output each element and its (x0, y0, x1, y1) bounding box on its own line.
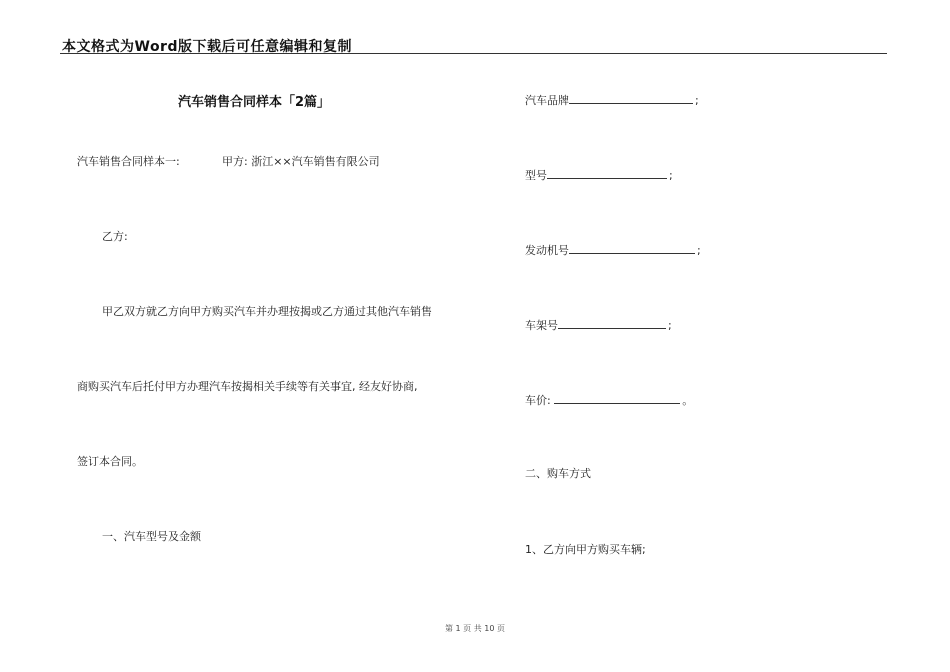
paragraph-text-1: 甲乙双方就乙方向甲方购买汽车并办理按揭或乙方通过其他汽车销售 (102, 305, 432, 318)
frame-end: ; (668, 319, 672, 332)
model-blank (547, 168, 667, 179)
page-footer: 第 1 页 共 10 页 (445, 624, 505, 633)
header-rule (60, 53, 887, 54)
item-1-text: 1、乙方向甲方购买车辆; (525, 543, 646, 556)
section-2-text: 二、购车方式 (525, 467, 591, 480)
paragraph-line-1 (102, 305, 432, 319)
item-1-line (525, 543, 646, 557)
party-a-text: 甲方: 浙江××汽车销售有限公司 (222, 155, 380, 168)
brand-blank (569, 93, 693, 104)
model-label: 型号 (525, 169, 547, 182)
header-banner: 本文格式为Word版下载后可任意编辑和复制 (62, 39, 352, 55)
brand-label: 汽车品牌 (525, 94, 569, 107)
party-b-line (102, 230, 128, 244)
section-1-text: 一、汽车型号及金额 (102, 530, 201, 543)
frame-field (525, 318, 672, 333)
frame-blank (558, 318, 666, 329)
price-end: 。 (682, 394, 694, 407)
paragraph-line-3 (77, 455, 143, 469)
price-blank (554, 393, 680, 404)
engine-blank (569, 243, 695, 254)
model-end: ; (669, 169, 673, 182)
model-field (525, 168, 673, 183)
price-field (525, 393, 693, 408)
engine-label: 发动机号 (525, 244, 569, 257)
price-label: 车价: (525, 394, 555, 407)
brand-field (525, 93, 699, 108)
intro-line (77, 155, 180, 169)
engine-field (525, 243, 701, 258)
frame-label: 车架号 (525, 319, 558, 332)
paragraph-text-2: 商购买汽车后托付甲方办理汽车按揭相关手续等有关事宜, 经友好协商, (77, 380, 418, 393)
brand-end: ; (695, 94, 699, 107)
engine-end: ; (697, 244, 701, 257)
party-a-line (222, 155, 380, 169)
party-b-text: 乙方: (102, 230, 128, 243)
document-title: 汽车销售合同样本「2篇」 (178, 95, 331, 110)
paragraph-text-3: 签订本合同。 (77, 455, 143, 468)
intro-text: 汽车销售合同样本一: (77, 155, 180, 168)
section-1-heading (102, 530, 201, 544)
paragraph-line-2 (77, 380, 418, 394)
section-2-heading (525, 467, 591, 481)
